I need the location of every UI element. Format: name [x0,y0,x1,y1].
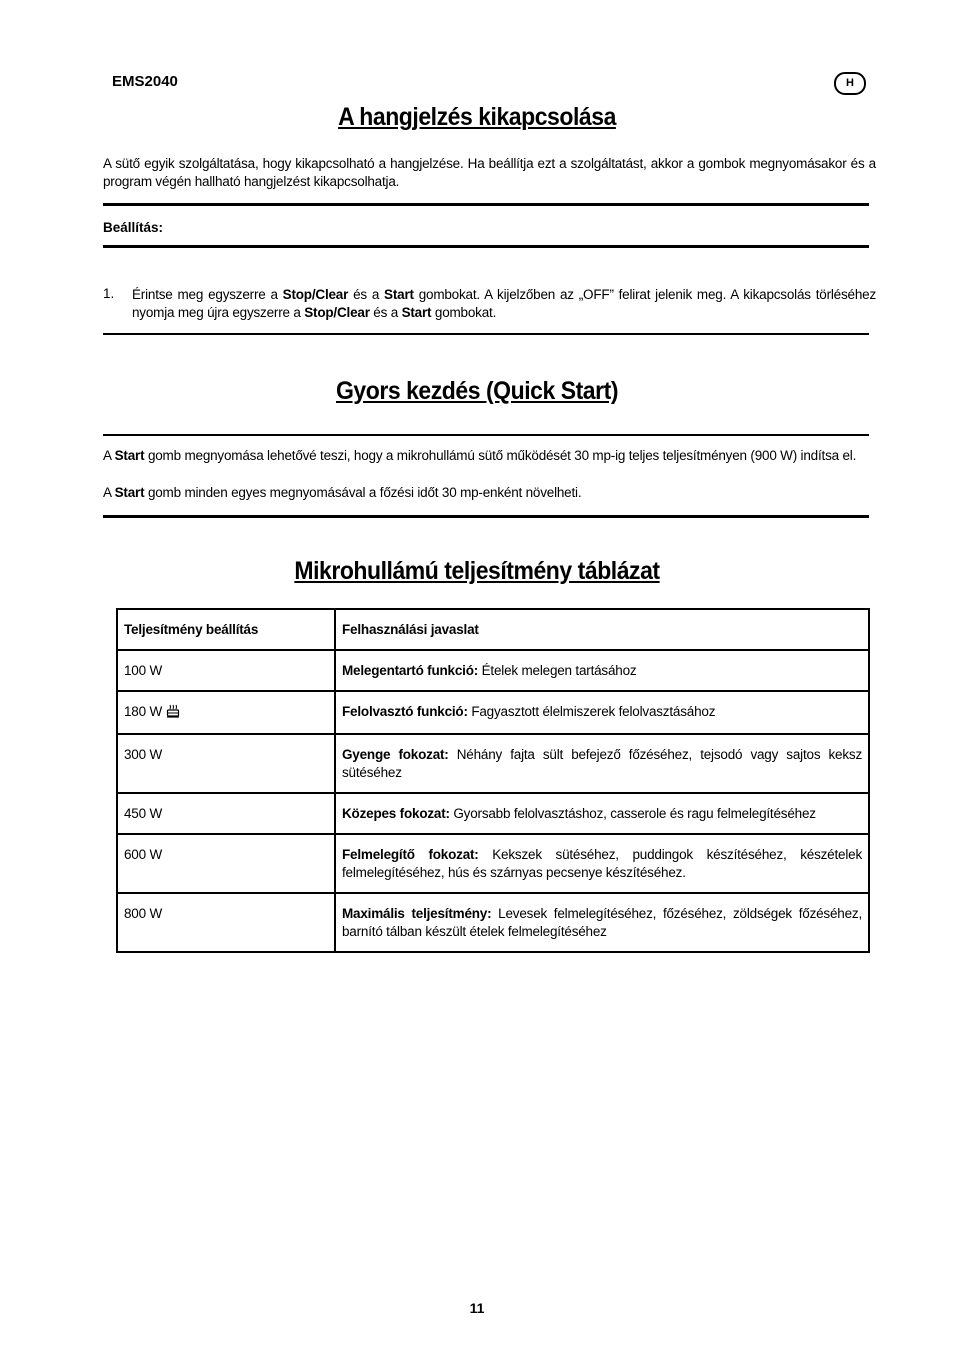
language-badge: H [834,72,866,95]
usage-cell: Felolvasztó funkció: Fagyasztott élelmiszerek felolvasztásához [335,691,869,734]
power-cell: 800 W [117,893,335,952]
quick-start-para-1: A Start gomb megnyomása lehetővé teszi, hogy a mikrohullámú sütő működését 30 mp-ig teljes teljesítményen (900 W) indítsa el. [103,448,857,463]
stop-clear-key: Stop/Clear [282,287,349,302]
divider [103,203,869,206]
header-power-setting: Teljesítmény beállítás [117,609,335,650]
step-text: Érintse meg egyszerre a Stop/Clear és a Start gombokat. A kijelzőben az „OFF” felirat jelenik meg. A kikapcsolás törléséhez nyomja meg újra egyszerre a Stop/Clear és a Start gombokat. [132,287,877,320]
divider [103,434,869,436]
table-row [117,834,869,893]
table-row [117,650,869,691]
table-header-row [117,609,869,650]
usage-cell: Maximális teljesítmény: Levesek felmelegítéséhez, főzéséhez, zöldségek főzéséhez, barnító tálban készült ételek felmelegítéséhez [335,893,869,952]
power-cell: 100 W [117,650,335,691]
quick-start-para-2: A Start gomb minden egyes megnyomásával a főzési időt 30 mp-enként növelheti. [103,485,582,500]
table-row [117,691,869,734]
usage-cell: Gyenge fokozat: Néhány fajta sült befejező főzéséhez, tejsodó vagy sajtos keksz sütéséhez [335,734,869,793]
power-cell: 180 W [117,691,335,734]
start-key: Start [401,305,432,320]
stop-clear-key: Stop/Clear [304,305,370,320]
model-number: EMS2040 [112,73,178,90]
power-table [116,608,870,953]
section-title-power-table: Mikrohullámú teljesítmény táblázat [294,557,660,585]
page-number: 11 [469,1300,485,1316]
section1-intro: A sütő egyik szolgáltatása, hogy kikapcsolható a hangjelzése. Ha beállítja ezt a szolgáltatást, akkor a gombok megnyomásakor és a program végén hallható hangjelzést kikapcsolhatja. [103,156,876,189]
defrost-icon [166,704,180,723]
usage-cell: Közepes fokozat: Gyorsabb felolvasztáshoz, casserole és ragu felmelegítéséhez [335,793,869,834]
divider [103,515,869,518]
section-title-beep-off: A hangjelzés kikapcsolása [338,103,616,131]
header-usage: Felhasználási javaslat [335,609,869,650]
divider [103,333,869,335]
usage-cell: Felmelegítő fokozat: Kekszek sütéséhez, puddingok készítéséhez, készételek felmelegítéséhez, hús és szárnyas pecsenye készítéséhez. [335,834,869,893]
power-cell: 600 W [117,834,335,893]
start-key: Start [384,287,414,302]
step-number: 1. [103,286,115,301]
setting-label: Beállítás: [103,220,164,235]
usage-cell: Melegentartó funkció: Ételek melegen tartásához [335,650,869,691]
table-row [117,734,869,793]
divider [103,245,869,248]
power-cell: 450 W [117,793,335,834]
table-row [117,793,869,834]
table-row [117,893,869,952]
power-cell: 300 W [117,734,335,793]
section-title-quick-start: Gyors kezdés (Quick Start) [335,377,619,405]
